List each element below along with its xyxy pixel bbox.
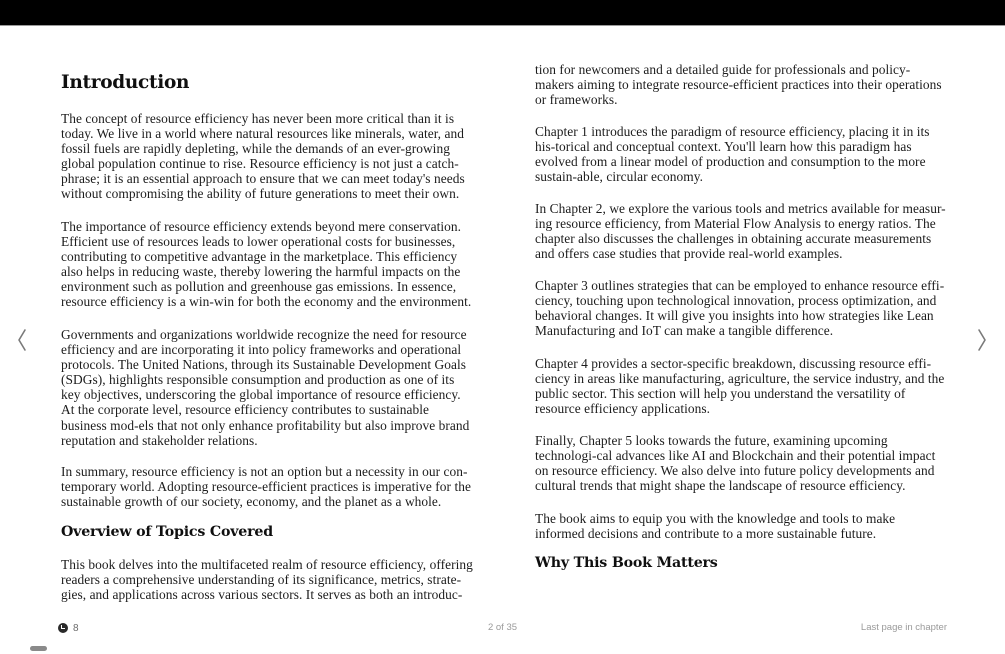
paragraph: Chapter 1 introduces the paradigm of resource efficiency, placing it in its his-torical and conceptual context. You'll learn how this paradigm has evolved from a linear model of production and consumption to the more sustain-able, circular economy.	[535, 124, 930, 185]
paragraph: In Chapter 2, we explore the various tools and metrics available for measur-ing resource efficiency, from Material Flow Analysis to energy ratios. The chapter also discusses the challenges in obtaining accurate measurements and offers case studies that provide real-world examples.	[535, 201, 946, 262]
paragraph: The book aims to equip you with the knowledge and tools to make informed decisions and contribute to a more sustainable future.	[535, 511, 896, 542]
paragraph: This book delves into the multifaceted realm of resource efficiency, offering readers a comprehensive understanding of its significance, metrics, strate-gies, and applications across various sectors. It serves as both an introduc-	[61, 557, 473, 603]
chevron-left-icon	[16, 328, 28, 352]
paragraph: Governments and organizations worldwide recognize the need for resource efficiency and are incorporating it into policy frameworks and operational protocols. The United Nations, through its Sustainable Development Goals (SDGs), highlights responsible consumption and production as one of its key objectives, underscoring the global importance of resource efficiency. At the corporate level, resource efficiency contributes to sustainable business mod-els that not only enhance profitability but also improve brand reputation and stakeholder relations.	[61, 327, 470, 448]
paragraph: The importance of resource efficiency extends beyond mere conservation. Efficient use of resources leads to lower operational costs for businesses, contributing to competitive advantage in the marketplace. This efficiency also helps in reducing waste, thereby lowering the harmful impacts on the environment such as pollution and greenhouse gas emissions. In essence, resource efficiency is a win-win for both the economy and the environment.	[61, 219, 472, 310]
chapter-status: Last page in chapter	[860, 622, 947, 633]
previous-page-button[interactable]	[10, 325, 34, 355]
page-indicator: 2 of 35	[487, 622, 518, 633]
reading-time-value: 8	[73, 622, 79, 634]
top-bar	[0, 0, 1005, 26]
next-page-button[interactable]	[970, 325, 994, 355]
chevron-right-icon	[976, 328, 988, 352]
section-heading: Why This Book Matters	[535, 555, 718, 571]
paragraph: Chapter 4 provides a sector-specific breakdown, discussing resource effi-ciency in areas like manufacturing, agriculture, the service industry, and the public sector. This section will help you understand the versatility of resource efficiency applications.	[535, 356, 945, 417]
page-scrubber-handle[interactable]	[30, 646, 47, 651]
paragraph: Chapter 3 outlines strategies that can be employed to enhance resource effi-ciency, touching upon technological innovation, process optimization, and behavioral changes. It will give you insights into how strategies like Lean Manufacturing and IoT can make a tangible difference.	[535, 278, 945, 339]
page-indicator-container	[0, 622, 1005, 633]
paragraph: tion for newcomers and a detailed guide for professionals and policy-makers aiming to integrate resource-efficient practices into their operations or frameworks.	[535, 62, 942, 108]
chapter-heading: Introduction	[61, 72, 190, 93]
paragraph: In summary, resource efficiency is not an option but a necessity in our con-temporary world. Adopting resource-efficient practices is imperative for the sustainable growth of our society, economy, and the planet as a whole.	[61, 464, 471, 510]
section-heading: Overview of Topics Covered	[61, 524, 273, 540]
paragraph: The concept of resource efficiency has never been more critical than it is today. We live in a world where natural resources like minerals, water, and fossil fuels are rapidly depleting, while the demands of an ever-growing global population continue to rise. Resource efficiency is not just a catch-phrase; it is an essential approach to ensure that we can meet today's needs without compromising the ability of future generations to meet their own.	[61, 111, 465, 202]
paragraph: Finally, Chapter 5 looks towards the future, examining upcoming technologi-cal advances like AI and Blockchain and their potential impact on resource efficiency. We also delve into future policy developments and cultural trends that might shape the landscape of resource efficiency.	[535, 433, 936, 494]
